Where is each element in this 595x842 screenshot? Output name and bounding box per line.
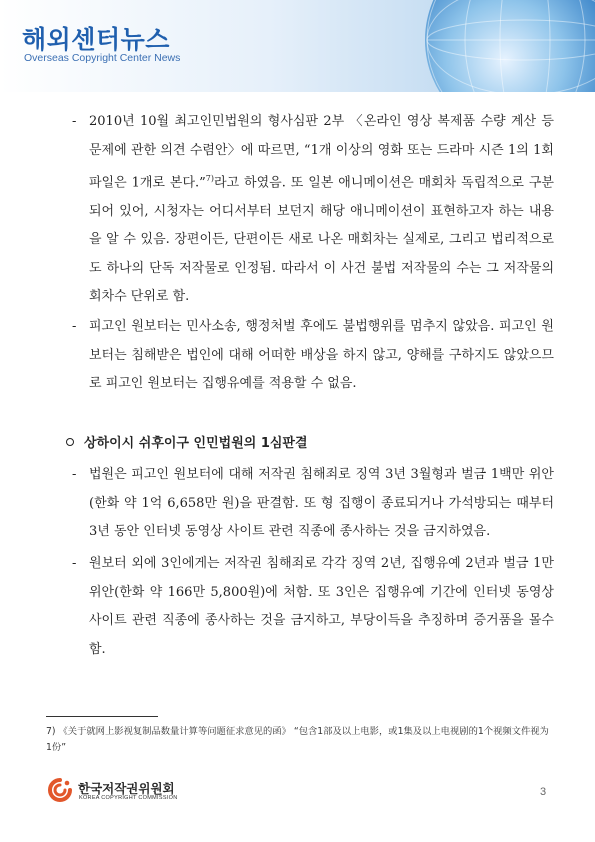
paragraph	[89, 108, 554, 312]
page-number: 3	[540, 786, 547, 798]
dash-bullet: -	[72, 467, 77, 482]
section-heading-text: 상하이시 쉬후이구 인민법원의 1심판결	[84, 436, 308, 451]
dash-bullet: -	[72, 319, 77, 334]
circle-bullet-icon	[66, 438, 74, 446]
list-item	[72, 550, 554, 664]
paragraph: 원보터 외에 3인에게는 저작권 침해죄로 각각 징역 2년, 집행유예 2년과 벌금 1만 위안(한화 약 166만 5,800원)에 처함. 또 3인은 집행유예 기간에 인터넷 동영상 사이트 관련 직종에 종사하는 것을 금지하고, 부당이득을 추징하며 증거품을 몰수함.	[89, 556, 554, 657]
paragraph: 법원은 피고인 원보터에 대해 저작권 침해죄로 징역 3년 3월형과 벌금 1백만 위안(한화 약 1억 6,658만 원)을 판결함. 또 형 집행이 종료되거나 가석방되는 때부터 3년 동안 인터넷 동영상 사이트 관련 직종에 종사하는 것을 금지하였음.	[89, 467, 554, 539]
section-heading	[66, 432, 308, 451]
footnote-ref: 7)	[205, 174, 215, 183]
dash-bullet: -	[72, 556, 77, 571]
footnote: 7) 《关于就网上影视复制品数量计算等问题征求意见的函》 “包含1部及以上电影，或1集及以上电视剧的1个视频文件视为1份”	[46, 726, 549, 753]
list-item	[72, 313, 554, 399]
paragraph: 피고인 원보터는 민사소송, 행정처벌 후에도 불법행위를 멈추지 않았음. 피고인 원보터는 침해받은 법인에 대해 어떠한 배상을 하지 않고, 양해를 구하지도 않았으므로 피고인 원보터는 집행유예를 적용할 수 없음.	[89, 319, 554, 391]
paragraph-text: 2010년 10월 최고인민법원의 형사심판 2부 〈온라인 영상 복제품 수량 계산 등 문제에 관한 의견 수렴안〉에 따르면, “1개 이상의 영화 또는 드라마 시즌 1의 1회 파일은 1개로 본다.”	[89, 114, 554, 191]
list-item	[72, 108, 554, 312]
commission-logo	[48, 778, 188, 806]
newsletter-subtitle: Overseas Copyright Center News	[24, 52, 181, 64]
paragraph-text-continued: 라고 하였음. 또 일본 애니메이션은 매회차 독립적으로 구분되어 있어, 시청자는 어디서부터 보던지 해당 애니메이션이 표현하고자 하는 내용을 알 수 있음. 장편이든, 단편이든 새로 나온 매회차는 실제로, 그리고 법리적으로도 하나의 단독 저작물로 인정됨. 따라서 이 사건 불법 저작물의 수는 그 저작물의 회차수 단위로 함.	[89, 175, 554, 305]
dash-bullet: -	[72, 114, 77, 129]
logo-english-name: KOREA COPYRIGHT COMMISSION	[79, 795, 178, 801]
newsletter-title: 해외센터뉴스	[22, 25, 170, 54]
logo-korean-name: 한국저작권위원회	[78, 781, 175, 796]
list-item	[72, 461, 554, 547]
footnote-divider	[46, 716, 158, 717]
copyright-commission-logo-icon	[48, 778, 72, 802]
